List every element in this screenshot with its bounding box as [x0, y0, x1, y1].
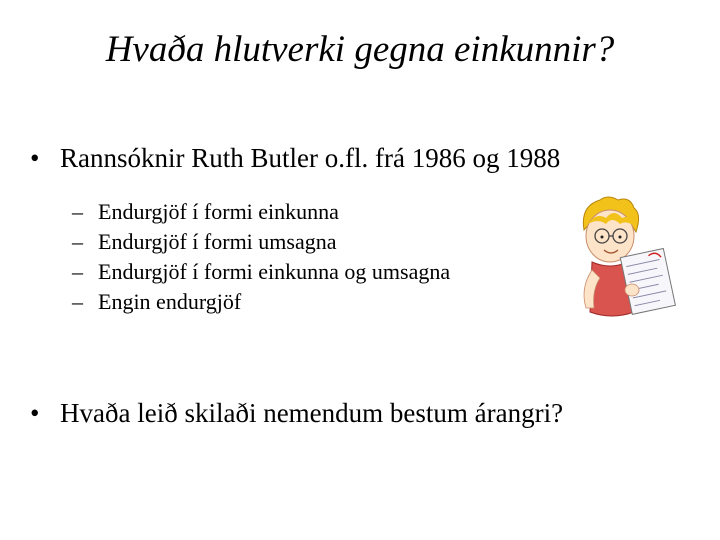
- bullet-research: [30, 141, 560, 175]
- list-item: [72, 227, 450, 257]
- dash-marker: –: [72, 199, 83, 224]
- list-item: [72, 287, 450, 317]
- dash-marker: –: [72, 259, 83, 284]
- bullet-question-text: Hvaða leið skilaði nemendum bestum árangri?: [60, 398, 564, 428]
- dash-marker: –: [72, 289, 83, 314]
- list-item: [72, 257, 450, 287]
- bullet-marker: •: [30, 398, 40, 428]
- slide-title: Hvaða hlutverki gegna einkunnir?: [105, 29, 615, 70]
- list-item-text: Endurgjöf í formi einkunna og umsagna: [98, 259, 451, 284]
- bullet-question: [30, 396, 563, 430]
- list-item: [72, 197, 450, 227]
- bullet-marker: •: [30, 143, 40, 173]
- list-item-text: Endurgjöf í formi umsagna: [98, 229, 337, 254]
- list-item-text: Engin endurgjöf: [98, 289, 242, 314]
- feedback-types-list: [72, 197, 450, 317]
- bullet-research-text: Rannsóknir Ruth Butler o.fl. frá 1986 og 1988: [60, 143, 561, 173]
- student-holding-graded-paper-icon: [570, 192, 680, 332]
- list-item-text: Endurgjöf í formi einkunna: [98, 199, 339, 224]
- dash-marker: –: [72, 229, 83, 254]
